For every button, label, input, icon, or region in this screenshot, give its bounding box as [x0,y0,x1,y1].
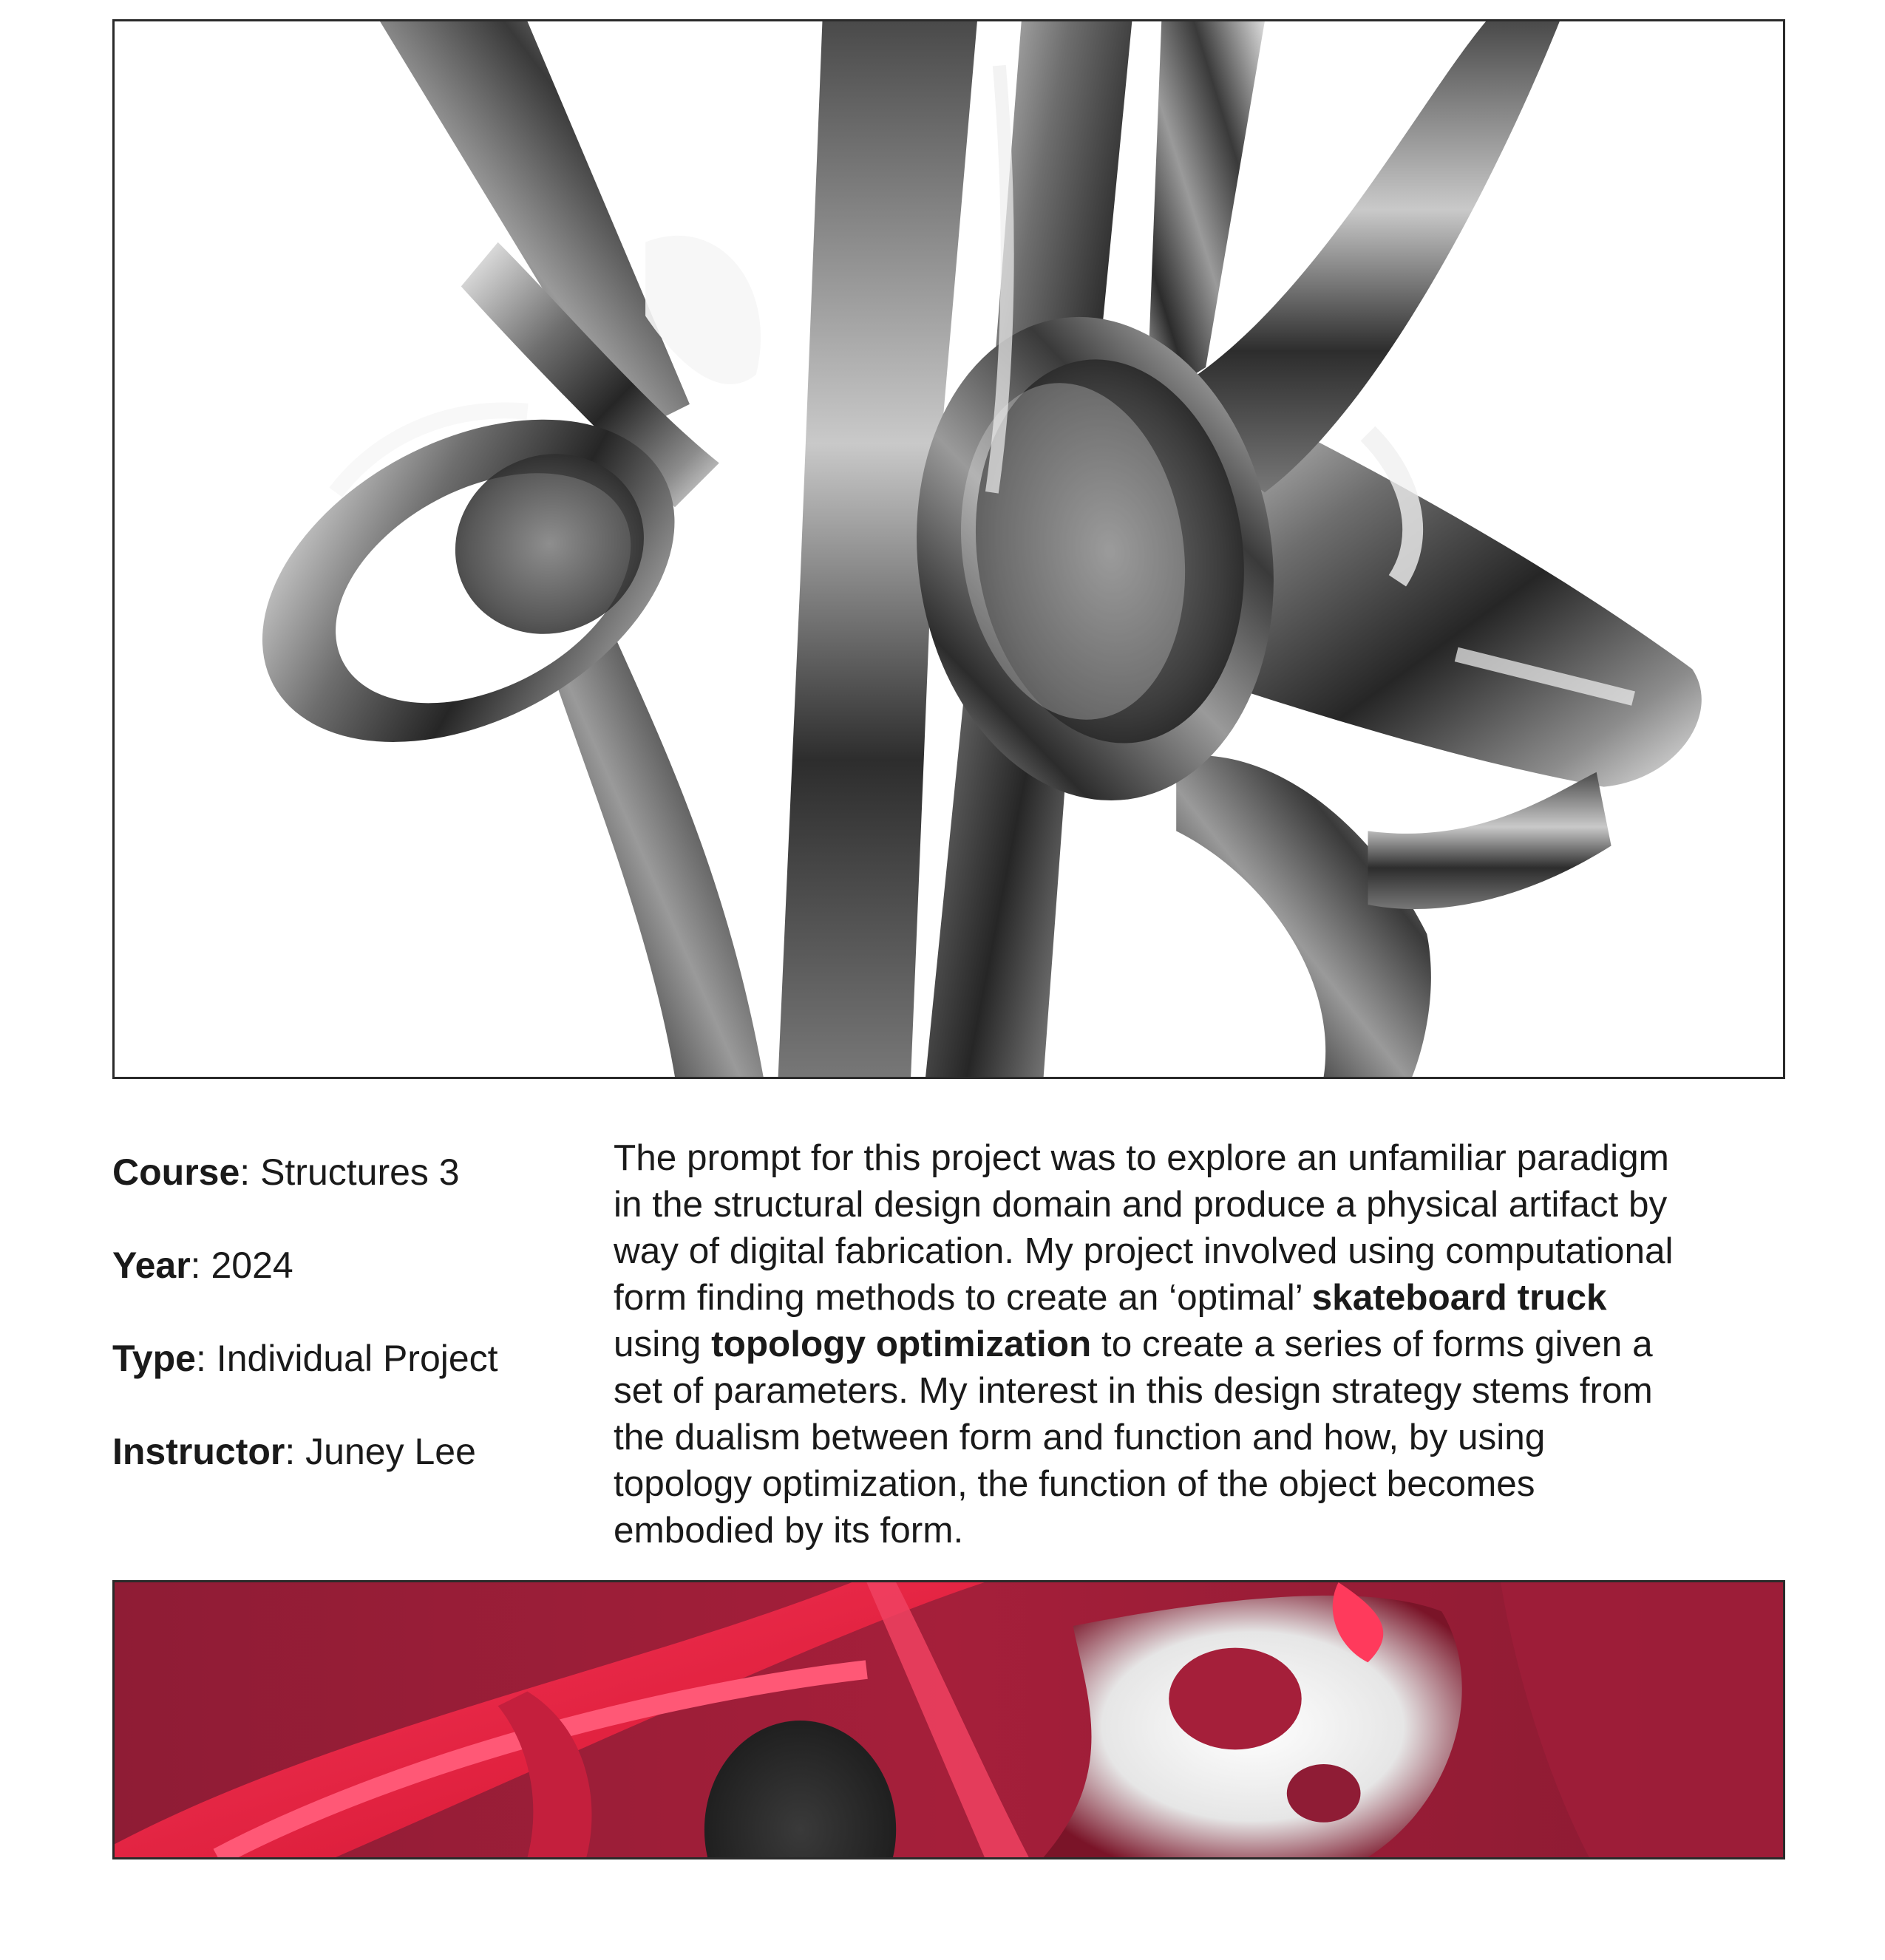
meta-instructor-key: Instructor [112,1431,285,1472]
project-metadata [112,1149,585,1522]
description-line: The prompt for this project was to explore an unfamiliar paradigm [614,1137,1669,1178]
description-line: embodied by its form. [614,1510,964,1551]
description-line: form finding methods to create an ‘optimal’ skateboard truck [614,1277,1607,1318]
meta-type-key: Type [112,1338,196,1379]
project-description [614,1134,1785,1554]
description-line: topology optimization, the function of the object becomes [614,1463,1535,1504]
meta-year-sep: : [190,1245,201,1286]
description-line: using topology optimization to create a series of forms given a [614,1324,1653,1364]
skateboard-truck-render-icon [115,21,1783,1077]
meta-year-value: 2024 [200,1245,293,1286]
meta-course-sep: : [240,1151,251,1193]
red-closeup-render-icon [115,1582,1783,1857]
meta-instructor [112,1429,585,1474]
description-line: the dualism between form and function and how, by using [614,1417,1546,1457]
meta-year [112,1242,585,1288]
highlight-topology-optimization: topology optimization [711,1324,1092,1364]
description-line: set of parameters. My interest in this design strategy stems from [614,1370,1653,1411]
hero-image [112,19,1785,1079]
meta-type-value: Individual Project [206,1338,498,1379]
detail-strip-image [112,1580,1785,1859]
meta-type-sep: : [196,1338,206,1379]
meta-type [112,1335,585,1381]
description-line: in the structural design domain and produce a physical artifact by [614,1184,1668,1225]
highlight-skateboard-truck: skateboard truck [1311,1277,1607,1318]
meta-instructor-value: Juney Lee [295,1431,476,1472]
description-line: way of digital fabrication. My project involved using computational [614,1231,1674,1271]
meta-course [112,1149,585,1195]
meta-course-value: Structures 3 [250,1151,460,1193]
meta-instructor-sep: : [285,1431,296,1472]
meta-year-key: Year [112,1245,191,1286]
meta-course-key: Course [112,1151,240,1193]
